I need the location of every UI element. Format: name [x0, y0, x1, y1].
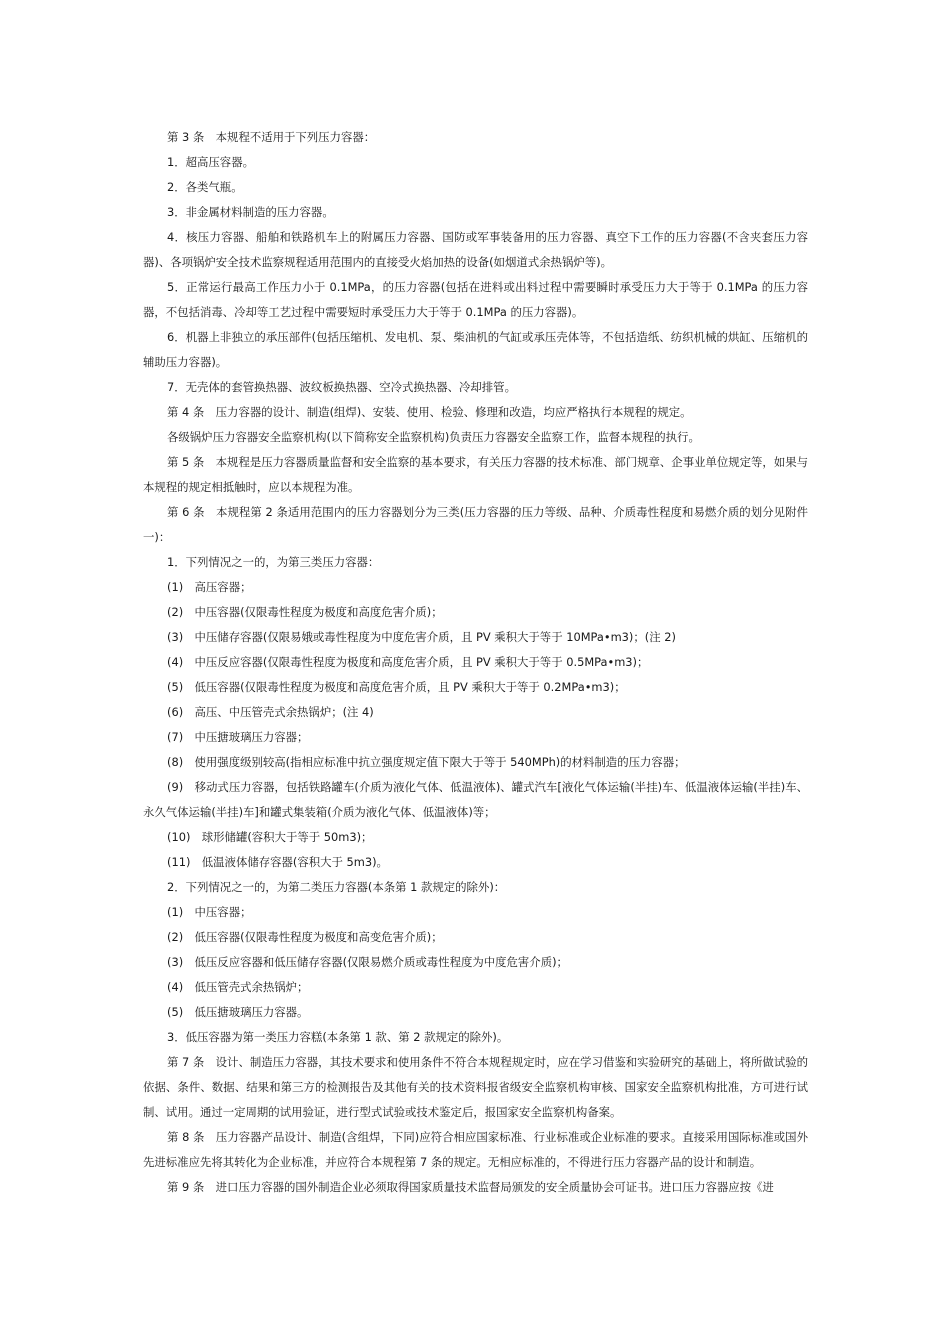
- list-item: 4．核压力容器、船舶和铁路机车上的附属压力容器、国防或军事装备用的压力容器、真空下工作的压力容器(不含夹套压力容器)、各项锅炉安全技术监察规程适用范围内的直接受火焰加热的设备(如烟道式余热锅炉等)。: [143, 230, 808, 269]
- article-4-body: 各级锅炉压力容器安全监察机构(以下简称安全监察机构)负责压力容器安全监察工作，监督本规程的执行。: [167, 430, 700, 444]
- article-6-heading: 第 6 条 本规程第 2 条适用范围内的压力容器划分为三类(压力容器的压力等级、品种、介质毒性程度和易燃介质的划分见附件一)：: [143, 505, 808, 544]
- list-item: 1．下列情况之一的，为第三类压力容器：: [167, 555, 380, 569]
- list-item: (7) 中压搪玻璃压力容器；: [167, 730, 309, 744]
- list-item: (6) 高压、中压管壳式余热锅炉；(注 4): [167, 705, 374, 719]
- list-item: 2．下列情况之一的，为第二类压力容器(本条第 1 款规定的除外)：: [167, 880, 506, 894]
- list-item: (9) 移动式压力容器，包括铁路罐车(介质为液化气体、低温液体)、罐式汽车[液化气体运输(半挂)车、低温液体运输(半挂)车、永久气体运输(半挂)车]和罐式集装箱(介质为液化气体、低温液体)等；: [143, 780, 808, 819]
- article-9-heading: 第 9 条 进口压力容器的国外制造企业必须取得国家质量技术监督局颁发的安全质量协会可证书。进口压力容器应按《进: [167, 1180, 774, 1194]
- list-item: 2．各类气瓶。: [167, 180, 243, 194]
- list-item: (2) 中压容器(仅限毒性程度为极度和高度危害介质)；: [167, 605, 443, 619]
- list-item: (10) 球形储罐(容积大于等于 50m3)；: [167, 830, 373, 844]
- list-item: 3．低压容器为第一类压力容糕(本条第 1 款、第 2 款规定的除外)。: [167, 1030, 509, 1044]
- list-item: 1．超高压容器。: [167, 155, 254, 169]
- list-item: (3) 中压储存容器(仅限易娥或毒性程度为中度危害介质，且 PV 乘积大于等于 10MPa•m3)；(注 2): [167, 630, 676, 644]
- document-body: [143, 125, 808, 1200]
- list-item: (5) 低压搪玻璃压力容器。: [167, 1005, 309, 1019]
- list-item: (11) 低温液体储存容器(容积大于 5m3)。: [167, 855, 388, 869]
- list-item: 5．正常运行最高工作压力小于 0.1MPa，的压力容器(包括在进料或出料过程中需要瞬时承受压力大于等于 0.1MPa 的压力容器，不包括消毒、冷却等工艺过程中需要短时承受压力大于等于 0.1MPa 的压力容器)。: [143, 280, 808, 319]
- article-5-heading: 第 5 条 本规程是压力容器质量监督和安全监察的基本要求，有关压力容器的技术标准、部门规章、企事业单位规定等，如果与本规程的规定相抵触时，应以本规程为准。: [143, 455, 808, 494]
- list-item: (1) 中压容器；: [167, 905, 252, 919]
- list-item: (1) 高压容器；: [167, 580, 252, 594]
- list-item: (2) 低压容器(仅限毒性程度为极度和高变危害介质)；: [167, 930, 443, 944]
- list-item: (4) 低压管壳式余热锅炉；: [167, 980, 309, 994]
- article-7-heading: 第 7 条 设计、制造压力容器，其技术要求和使用条件不符合本规程规定时，应在学习借鉴和实验研究的基础上，将所做试验的依据、条件、数据、结果和第三方的检测报告及其他有关的技术资料报省级安全监察机构审核、国家安全监察机构批准，方可进行试制、试用。通过一定周期的试用验证，进行型式试验或技术鉴定后，报国家安全监察机构备案。: [143, 1055, 808, 1119]
- article-4-heading: 第 4 条 压力容器的设计、制造(组焊)、安装、使用、检验、修理和改造，均应严格执行本规程的规定。: [167, 405, 692, 419]
- list-item: (3) 低压反应容器和低压储存容器(仅限易燃介质或毒性程度为中度危害介质)；: [167, 955, 568, 969]
- article-3-heading: 第 3 条 本规程不适用于下列压力容器：: [167, 130, 376, 144]
- list-item: 6．机器上非独立的承压部件(包括压缩机、发电机、泵、柴油机的气缸或承压壳体等，不包括造纸、纺织机械的烘缸、压缩机的辅助压力容器)。: [143, 330, 808, 369]
- list-item: 3．非金属材料制造的压力容器。: [167, 205, 334, 219]
- list-item: (8) 使用强度级别较高(指相应标准中抗立强度规定值下限大于等于 540MPh)的材料制造的压力容器；: [167, 755, 686, 769]
- article-8-heading: 第 8 条 压力容器产品设计、制造(含组焊，下同)应符合相应国家标准、行业标准或企业标准的要求。直接采用国际标准或国外先进标准应先将其转化为企业标准，并应符合本规程第 7 条的规定。无相应标准的，不得进行压力容器产品的设计和制造。: [143, 1130, 808, 1169]
- list-item: (5) 低压容器(仅限毒性程度为极度和高度危害介质，且 PV 乘积大于等于 0.2MPa•m3)；: [167, 680, 626, 694]
- list-item: (4) 中压反应容器(仅限毒性程度为极度和高度危害介质，且 PV 乘积大于等于 0.5MPa•m3)；: [167, 655, 649, 669]
- list-item: 7．无壳体的套管换热器、波纹板换热器、空冷式换热器、冷却排管。: [167, 380, 516, 394]
